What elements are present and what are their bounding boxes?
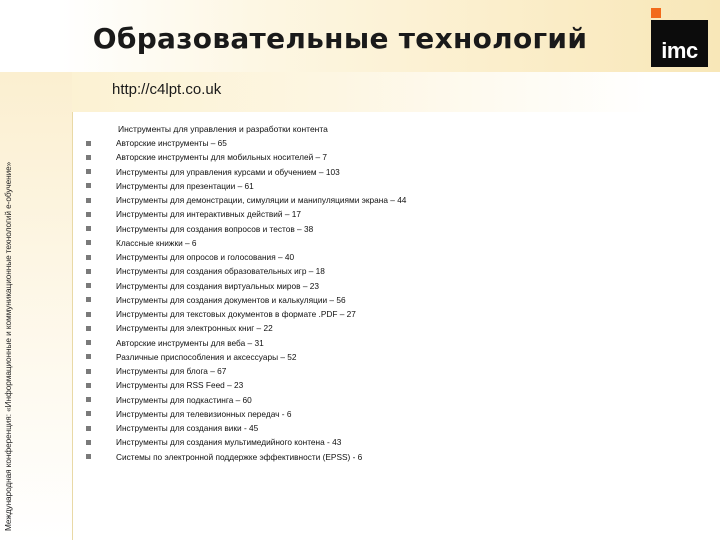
square-bullet-icon (86, 283, 91, 288)
list-item-label: Авторские инструменты для мобильных носителей – 7 (116, 152, 328, 163)
list-item (86, 179, 686, 193)
list-item-label: Различные приспособления и аксессуары – 52 (116, 351, 297, 362)
list-item-label: Инструменты для подкастинга – 60 (116, 394, 252, 405)
square-bullet-icon (86, 212, 91, 217)
square-bullet-icon (86, 440, 91, 445)
list-item-label: Инструменты для интерактивных действий – 17 (116, 209, 302, 220)
vertical-caption (3, 161, 15, 531)
square-bullet-icon (86, 183, 91, 188)
square-bullet-icon (86, 383, 91, 388)
list-item-label: Авторские инструменты – 65 (116, 138, 227, 149)
tool-list (86, 136, 686, 464)
vertical-caption-text: Международная конференция: «Информационные и коммуникационные технологий e-обучение» (3, 161, 13, 531)
square-bullet-icon (86, 297, 91, 302)
list-item (86, 421, 686, 435)
list-item-label: Инструменты для создания мультимедийного контена - 43 (116, 437, 342, 448)
list-item-label: Инструменты для презентации – 61 (116, 180, 254, 191)
list-item (86, 364, 686, 378)
list-item-label: Инструменты для RSS Feed – 23 (116, 380, 244, 391)
square-bullet-icon (86, 269, 91, 274)
square-bullet-icon (86, 240, 91, 245)
list-item (86, 236, 686, 250)
list-item-label: Инструменты для управления курсами и обучением – 103 (116, 166, 340, 177)
list-item-label: Инструменты для создания образовательных игр – 18 (116, 266, 325, 277)
list-item-label: Системы по электронной поддержке эффективности (EPSS) - 6 (116, 451, 363, 462)
list-item (86, 165, 686, 179)
list-item-label: Инструменты для опросов и голосования – 40 (116, 252, 295, 263)
list-item (86, 321, 686, 335)
list-item (86, 250, 686, 264)
list-item-label: Инструменты для текстовых документов в формате .PDF – 27 (116, 309, 356, 320)
list-item (86, 193, 686, 207)
square-bullet-icon (86, 411, 91, 416)
list-item-label: Авторские инструменты для веба – 31 (116, 337, 264, 348)
square-bullet-icon (86, 426, 91, 431)
square-bullet-icon (86, 397, 91, 402)
list-item (86, 378, 686, 392)
list-item (86, 435, 686, 449)
square-bullet-icon (86, 198, 91, 203)
list-item-label: Инструменты для создания документов и калькуляции – 56 (116, 294, 346, 305)
list-item (86, 136, 686, 150)
source-url[interactable]: http://c4lpt.co.uk (112, 81, 222, 98)
logo-accent-square (651, 8, 661, 18)
list-item-label: Инструменты для создания вики - 45 (116, 423, 259, 434)
list-item (86, 350, 686, 364)
list-item (86, 336, 686, 350)
list-item-label: Инструменты для создания виртуальных миров – 23 (116, 280, 320, 291)
square-bullet-icon (86, 169, 91, 174)
list-item (86, 393, 686, 407)
list-item (86, 450, 686, 464)
imc-logo (651, 20, 708, 67)
slide-title: Образовательные технологий (92, 22, 588, 55)
list-item (86, 264, 686, 278)
list-item-label: Классные книжки – 6 (116, 237, 197, 248)
tool-list-section (86, 123, 686, 464)
list-item (86, 307, 686, 321)
square-bullet-icon (86, 454, 91, 459)
list-item-label: Инструменты для демонстрации, симуляции и манипуляциями экрана – 44 (116, 195, 407, 206)
square-bullet-icon (86, 141, 91, 146)
logo-text: imc (661, 38, 698, 63)
list-item (86, 222, 686, 236)
square-bullet-icon (86, 155, 91, 160)
square-bullet-icon (86, 312, 91, 317)
square-bullet-icon (86, 340, 91, 345)
square-bullet-icon (86, 326, 91, 331)
list-item (86, 150, 686, 164)
list-item-label: Инструменты для телевизионных передач - 6 (116, 408, 292, 419)
list-item-label: Инструменты для электронных книг – 22 (116, 323, 273, 334)
square-bullet-icon (86, 369, 91, 374)
list-item (86, 293, 686, 307)
list-item (86, 207, 686, 221)
square-bullet-icon (86, 354, 91, 359)
list-heading: Инструменты для управления и разработки контента (118, 124, 328, 134)
side-divider (72, 112, 73, 540)
list-item (86, 407, 686, 421)
list-item (86, 279, 686, 293)
square-bullet-icon (86, 255, 91, 260)
list-item-label: Инструменты для блога – 67 (116, 366, 227, 377)
list-item-label: Инструменты для создания вопросов и тестов – 38 (116, 223, 314, 234)
square-bullet-icon (86, 226, 91, 231)
